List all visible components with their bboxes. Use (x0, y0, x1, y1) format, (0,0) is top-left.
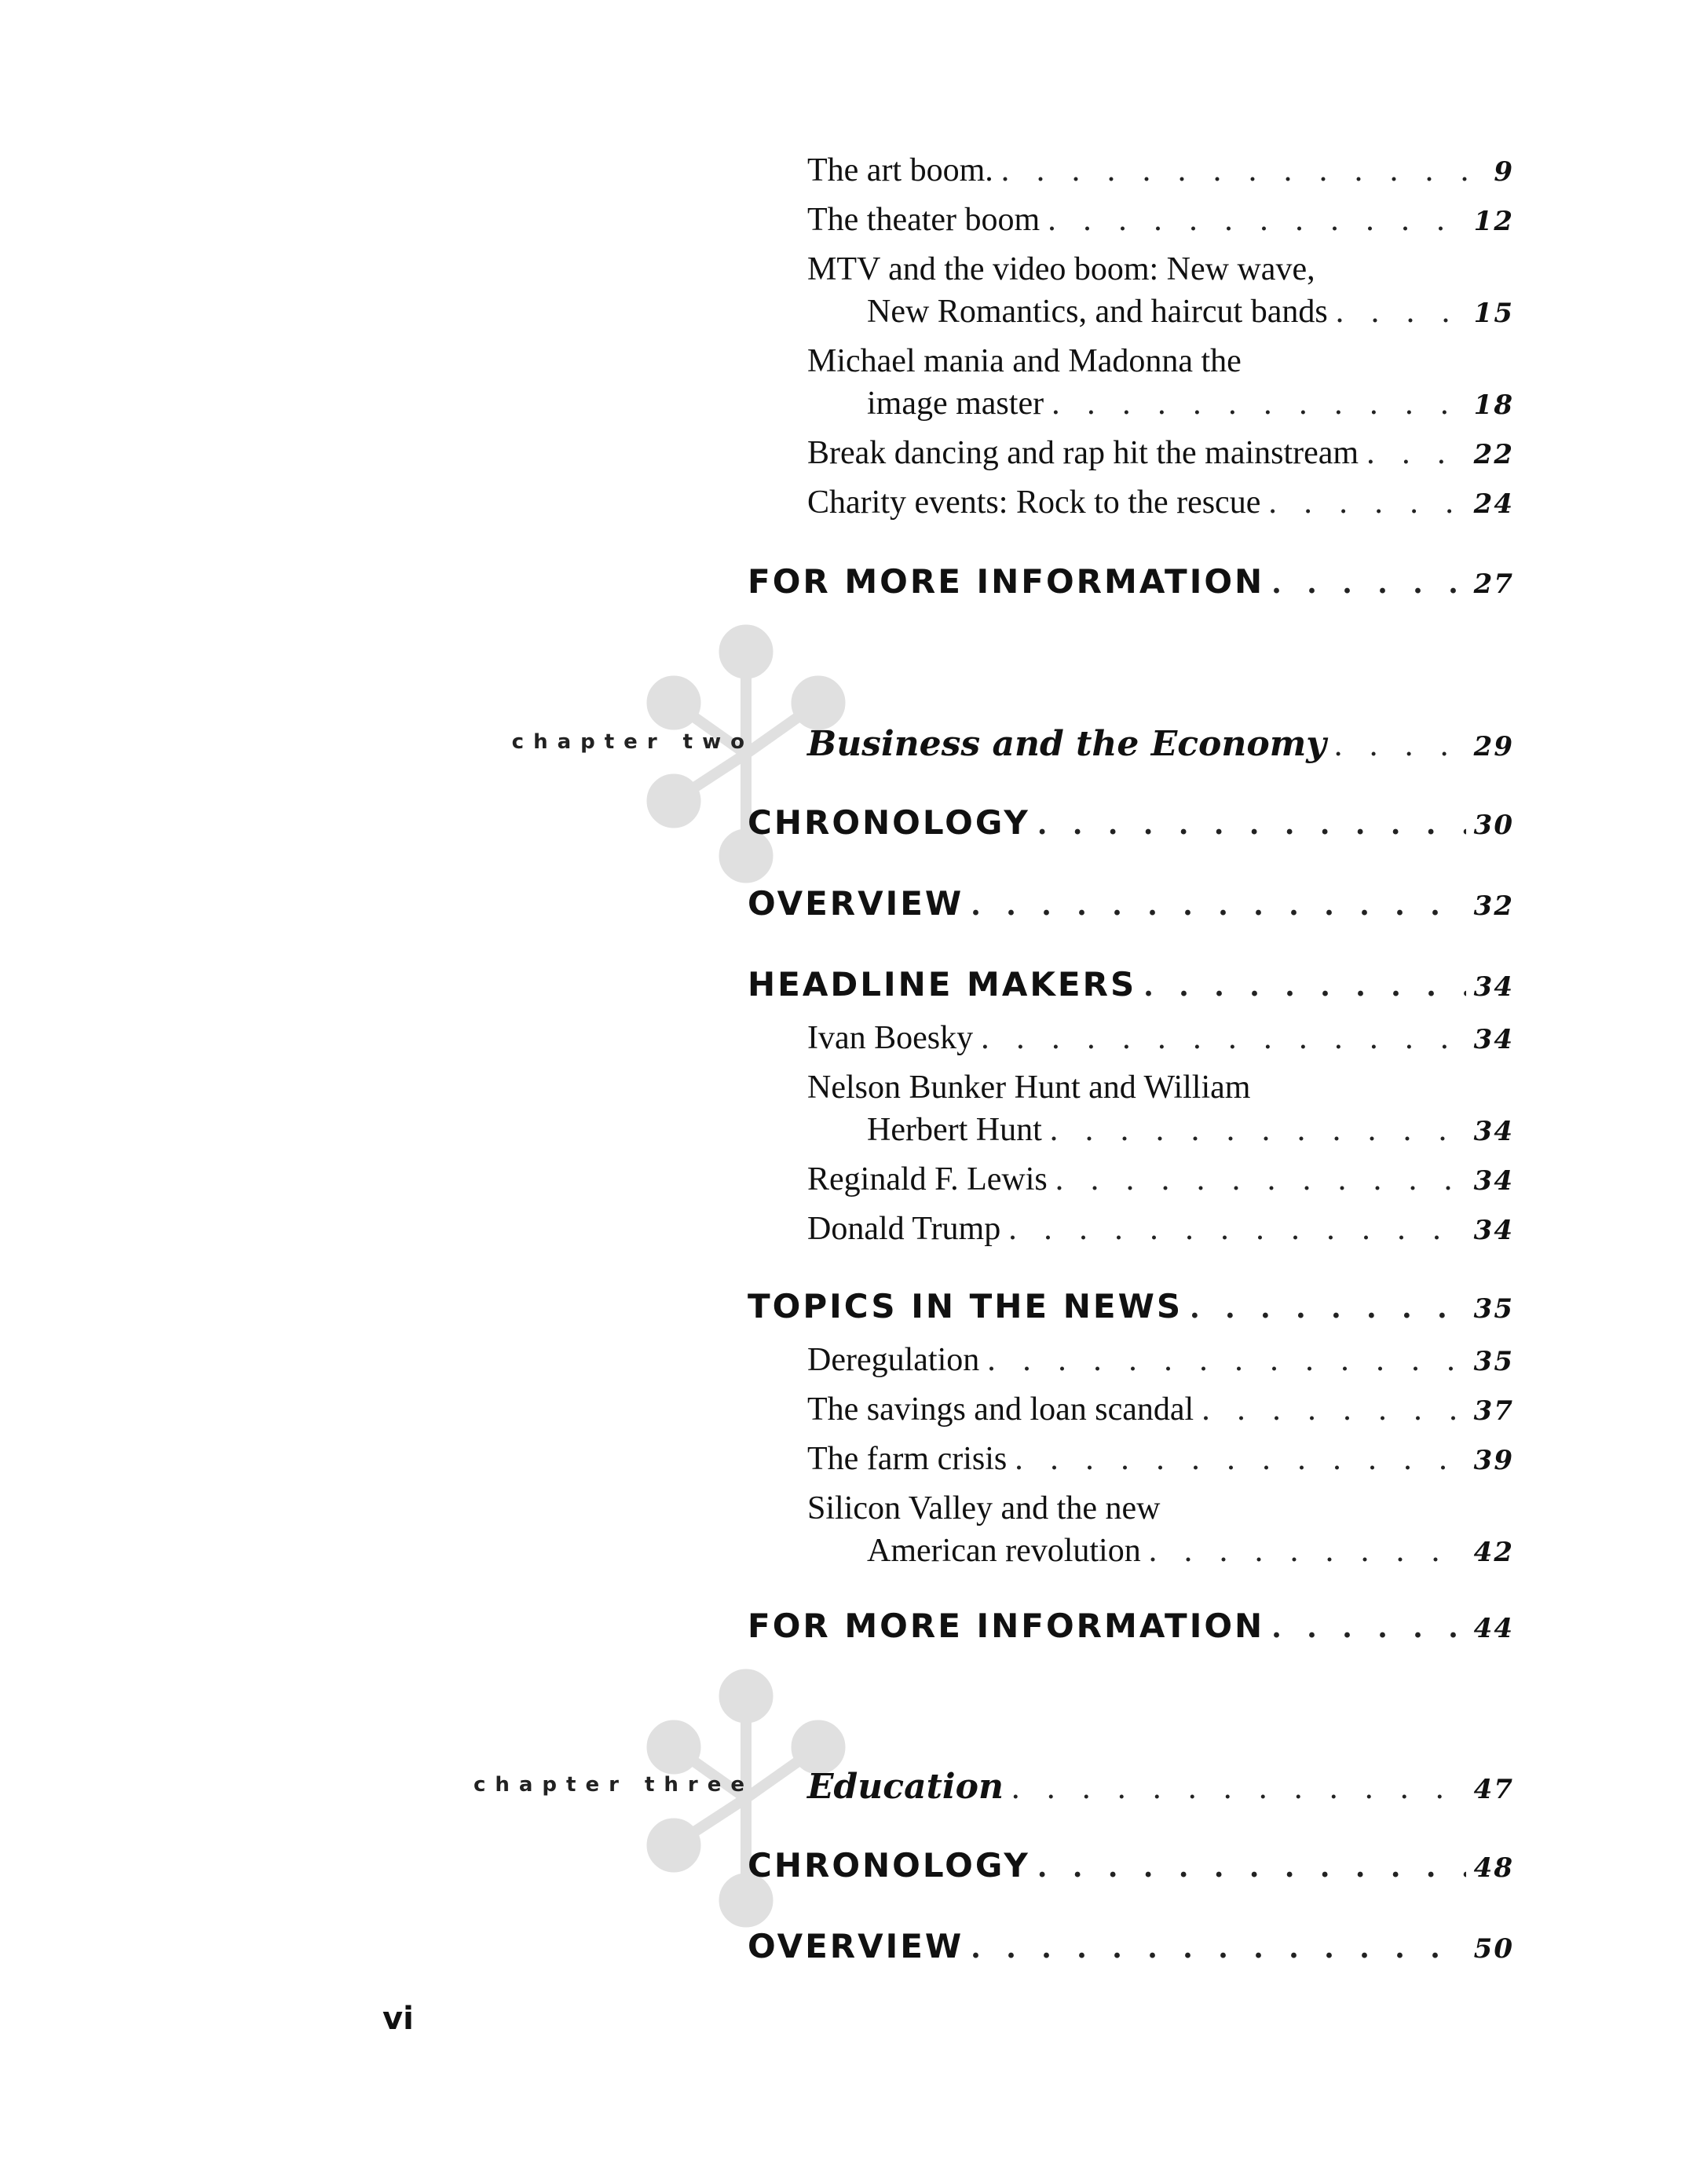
section-page-number: 34 (1473, 971, 1514, 1003)
toc-entry (807, 248, 1514, 335)
section-heading-label: OVERVIEW (748, 1927, 964, 1965)
entry-page-number: 34 (1473, 1024, 1514, 1055)
chapter-title (807, 1764, 1514, 1813)
section-heading (748, 1604, 1514, 1651)
chapter-page-number: 29 (1473, 731, 1514, 762)
section-heading-label: FOR MORE INFORMATION (748, 562, 1265, 601)
section-heading-label: TOPICS IN THE NEWS (748, 1287, 1183, 1325)
entry-page-number: 24 (1473, 488, 1514, 520)
toc-entry (807, 1487, 1514, 1574)
section-heading (748, 882, 1514, 928)
entry-title: Donald Trump (807, 1211, 1001, 1247)
entry-page-number: 35 (1473, 1346, 1514, 1377)
page-number-folio: vi (382, 2001, 414, 2037)
entry-page-number: 37 (1473, 1395, 1514, 1427)
toc-entry (807, 1066, 1514, 1153)
toc-entry (807, 340, 1514, 426)
entry-page-number: 9 (1494, 156, 1514, 188)
section-page-number: 44 (1473, 1613, 1514, 1644)
entry-title-continued: New Romantics, and haircut bands (867, 294, 1328, 330)
entry-title: Nelson Bunker Hunt and William (807, 1069, 1251, 1106)
section-page-number: 35 (1473, 1293, 1514, 1325)
section-heading-label: FOR MORE INFORMATION (748, 1607, 1265, 1645)
section-heading-label: CHRONOLOGY (748, 1846, 1030, 1885)
toc-entry (807, 1158, 1514, 1202)
chapter-title (807, 721, 1514, 770)
section-heading-label: OVERVIEW (748, 884, 964, 923)
section-heading (748, 963, 1514, 1009)
entry-page-number: 22 (1473, 439, 1514, 470)
section-heading-label: CHRONOLOGY (748, 803, 1030, 842)
entry-title: Charity events: Rock to the rescue (807, 484, 1261, 521)
entry-title: Reginald F. Lewis (807, 1161, 1048, 1197)
entry-title: Break dancing and rap hit the mainstream (807, 435, 1359, 471)
entry-title: Deregulation (807, 1342, 980, 1378)
section-page-number: 48 (1473, 1852, 1514, 1884)
entry-title: Silicon Valley and the new (807, 1490, 1161, 1526)
section-heading (748, 1925, 1514, 1971)
toc-entry (807, 199, 1514, 243)
chapter-label: chapter three (473, 1773, 754, 1797)
section-page-number: 32 (1473, 890, 1514, 922)
section-page-number: 30 (1473, 810, 1514, 841)
section-heading (748, 801, 1514, 847)
entry-title: MTV and the video boom: New wave, (807, 251, 1315, 287)
entry-page-number: 15 (1473, 298, 1514, 329)
toc-entry (807, 1208, 1514, 1252)
section-page-number: 50 (1473, 1933, 1514, 1965)
entry-title: Ivan Boesky (807, 1020, 974, 1056)
toc-entry (807, 149, 1514, 193)
section-page-number: 27 (1473, 569, 1514, 600)
chapter-page-number: 47 (1473, 1774, 1514, 1805)
chapter-label: chapter two (511, 730, 754, 754)
entry-page-number: 39 (1473, 1445, 1514, 1476)
chapter-title-text: Education (807, 1767, 1004, 1807)
entry-title-continued: Herbert Hunt (867, 1112, 1042, 1148)
chapter-title-text: Business and the Economy (807, 724, 1326, 764)
entry-page-number: 12 (1473, 206, 1514, 237)
entry-page-number: 42 (1473, 1537, 1514, 1568)
entry-page-number: 18 (1473, 389, 1514, 421)
entry-page-number: 34 (1473, 1116, 1514, 1147)
section-heading (748, 1285, 1514, 1331)
toc-entry (807, 432, 1514, 476)
toc-entry (807, 1017, 1514, 1061)
entry-page-number: 34 (1473, 1165, 1514, 1197)
section-heading-label: HEADLINE MAKERS (748, 965, 1137, 1004)
entry-page-number: 34 (1473, 1215, 1514, 1246)
entry-title: Michael mania and Madonna the (807, 343, 1242, 379)
entry-title: The savings and loan scandal (807, 1391, 1194, 1428)
toc-entry (807, 1339, 1514, 1383)
entry-title-continued: image master (867, 386, 1044, 422)
toc-entry (807, 1388, 1514, 1432)
entry-title: The theater boom (807, 202, 1041, 238)
section-heading (748, 1844, 1514, 1890)
toc-entry (807, 481, 1514, 525)
toc-entry (807, 1438, 1514, 1482)
entry-title: The art boom. (807, 152, 993, 188)
section-heading (748, 560, 1514, 606)
entry-title: The farm crisis (807, 1441, 1008, 1477)
entry-title-continued: American revolution (867, 1533, 1141, 1569)
